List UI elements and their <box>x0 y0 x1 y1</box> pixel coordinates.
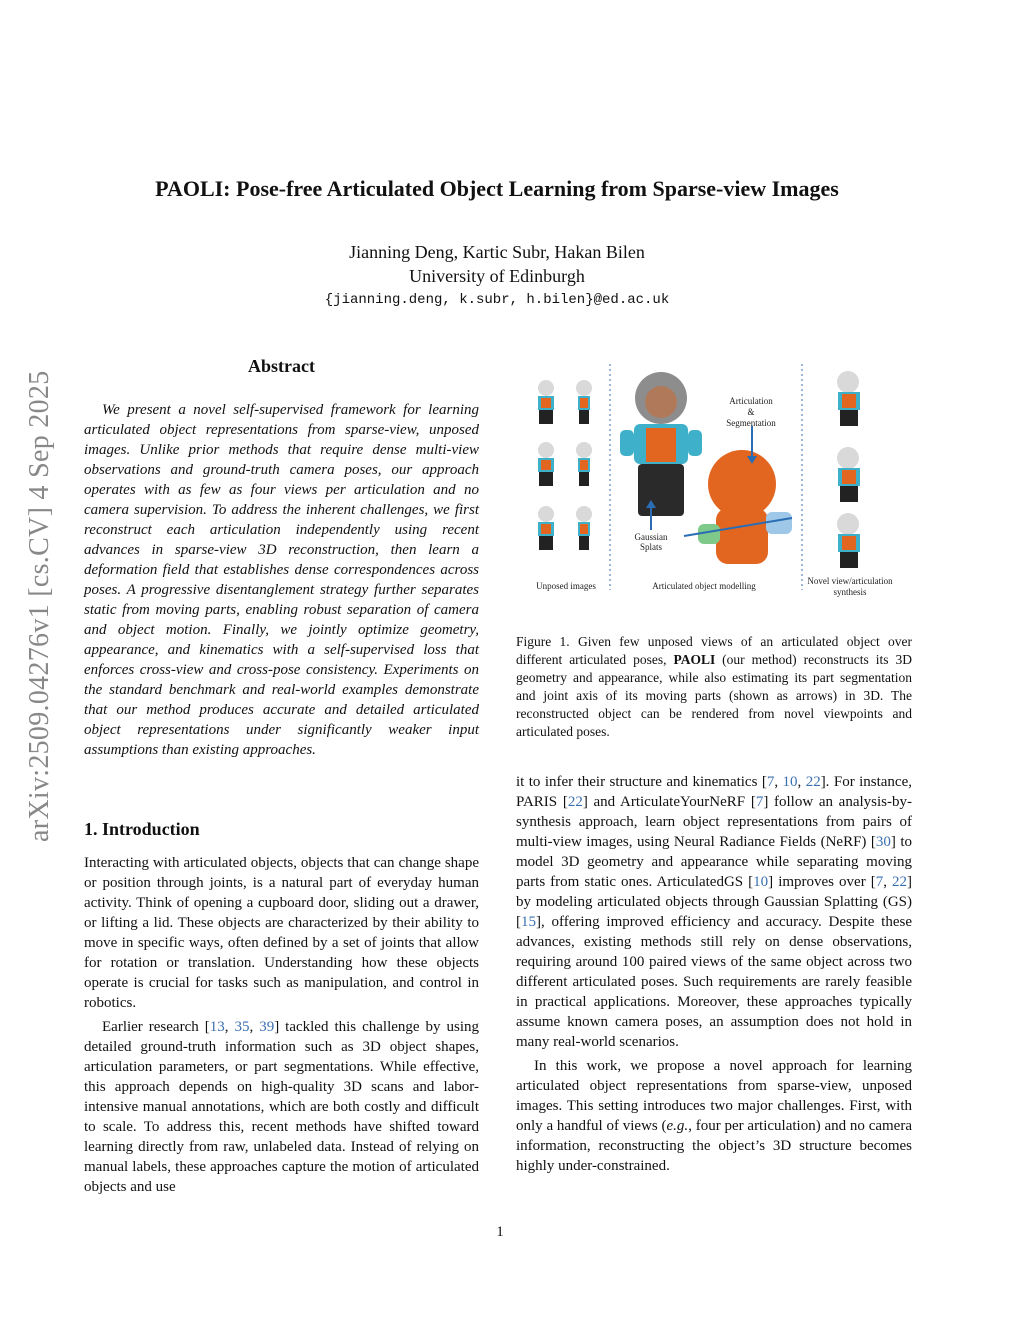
gaussian-splats-object <box>620 372 702 516</box>
citation-link[interactable]: 39 <box>259 1019 275 1035</box>
citation-link[interactable]: 7 <box>755 794 764 810</box>
paper-title: PAOLI: Pose-free Articulated Object Learning from Sparse-view Images <box>155 176 839 201</box>
label-segmentation: Segmentation <box>726 418 776 428</box>
figure-1-caption: Figure 1. Given few unposed views of an articulated object over different articulated poses, PAOLI (our method) reconstructs its 3D geometry and appearance, while also estimating its part segmentation and joint axis of its moving parts (shown as arrows) in 3D. The reconstructed object can be rendered from novel viewpoints and articulated poses. <box>516 633 912 739</box>
citation-link[interactable]: 7 <box>766 774 775 790</box>
figure-1-illustration <box>516 358 912 604</box>
intro-paragraph-2: Earlier research [13, 35, 39] tackled this challenge by using detailed ground-truth information such as 3D object shapes, articulation parameters, or part segmentations. While effective, this approach depends on high-quality 3D scans and labor-intensive manual annotations, which are both costly and difficult to scale. To address this, recent methods have shifted toward learning directly from raw, unlabeled data. Instead of relying on manual labels, these approaches capture the motion of articulated objects and use <box>84 1019 480 1195</box>
label-articulated-modelling: Articulated object modelling <box>652 581 756 591</box>
right-paragraph-1: it to infer their structure and kinematics [7, 10, 22]. For instance, PARIS [22] and ArticulateYourNeRF [7] follow an analysis-by-synthesis approach, learn object representations from pairs of multi-view images, using Neural Radiance Fields (NeRF) [30] to model 3D geometry and appearance while separating moving parts from static ones. ArticulatedGS [10] improves over [7, 22] by modeling articulated objects through Gaussian Splatting (GS) [15], offering improved efficiency and accuracy. Despite these advances, existing methods still rely on dense observations, requiring around 100 paired views of the same object across two different articulated poses. Such requirements are rarely feasible in practical applications. Moreover, these approaches typically assume known camera poses, an assumption does not hold in many real-world scenarios. <box>516 774 913 1050</box>
arxiv-identifier: arXiv:2509.04276v1 [cs.CV] 4 Sep 2025 <box>24 370 55 842</box>
unposed-views <box>538 380 592 550</box>
citation-link[interactable]: 22 <box>805 774 821 790</box>
authors: Jianning Deng, Kartic Subr, Hakan Bilen <box>349 242 645 262</box>
citation-link[interactable]: 22 <box>892 874 908 890</box>
author-block <box>200 240 794 288</box>
author-emails: {jianning.deng, k.subr, h.bilen}@ed.ac.uk <box>324 292 670 308</box>
affiliation: University of Edinburgh <box>409 266 585 286</box>
abstract-heading: Abstract <box>248 356 315 376</box>
citation-link[interactable]: 30 <box>875 834 891 850</box>
citation-link[interactable]: 10 <box>782 774 798 790</box>
citation-link[interactable]: 7 <box>875 874 884 890</box>
label-synthesis: synthesis <box>833 587 867 597</box>
citation-link[interactable]: 15 <box>521 914 536 930</box>
label-splats: Splats <box>639 542 663 552</box>
citation-link[interactable]: 22 <box>567 794 583 810</box>
introduction-body <box>84 853 479 1201</box>
right-column-body <box>516 772 912 1180</box>
novel-view-renders <box>837 371 860 568</box>
page-number: 1 <box>496 1224 504 1240</box>
introduction-heading: 1. Introduction <box>84 819 200 839</box>
figure-1 <box>516 358 912 604</box>
abstract-text: We present a novel self-supervised framework for learning articulated object representations from sparse-view, unposed images. Unlike prior methods that require dense multi-view observations and ground-truth camera poses, our approach operates with as few as four views per articulation and no camera supervision. To address the inherent challenges, we first reconstruct each articulation independently using recent advances in sparse-view 3D reconstruction, then learn a deformation field that establishes dense correspondences across poses. A progressive disentanglement strategy further separates static from moving parts, enabling robust separation of camera and object motion. Finally, we jointly optimize geometry, appearance, and kinematics with a self-supervised loss that enforces cross-view and cross-pose consistency. Experiments on the standard benchmark and real-world examples demonstrate that our method produces accurate and detailed articulated object representations under significantly weaker input assumptions than existing approaches. <box>84 402 479 758</box>
label-novel-view: Novel view/articulation <box>807 576 893 586</box>
intro-paragraph-1: Interacting with articulated objects, objects that can change shape or position through joints, is a natural part of everyday human activity. Think of opening a cupboard door, sliding out a drawer, or lifting a lid. These objects are characterized by their ability to move in specific ways, often defined by a set of joints that allow for rotation or translation. Understanding how these objects operate is crucial for tasks such as manipulation, and control in robotics. <box>84 855 479 1011</box>
label-articulation: Articulation <box>729 396 773 406</box>
right-paragraph-2: In this work, we propose a novel approach for learning articulated object representations from sparse-view, unposed images. This setting introduces two major challenges. First, with only a handful of views (e.g., four per articulation) and no camera information, reconstructing the object’s 3D structure becomes highly under-constrained. <box>516 1058 912 1174</box>
citation-link[interactable]: 13 <box>209 1019 225 1035</box>
label-ampersand: & <box>747 407 755 417</box>
label-gaussian: Gaussian <box>634 532 668 542</box>
citation-link[interactable]: 35 <box>234 1019 250 1035</box>
citation-link[interactable]: 10 <box>753 874 769 890</box>
segmented-object <box>684 450 792 564</box>
label-unposed-images: Unposed images <box>536 581 596 591</box>
